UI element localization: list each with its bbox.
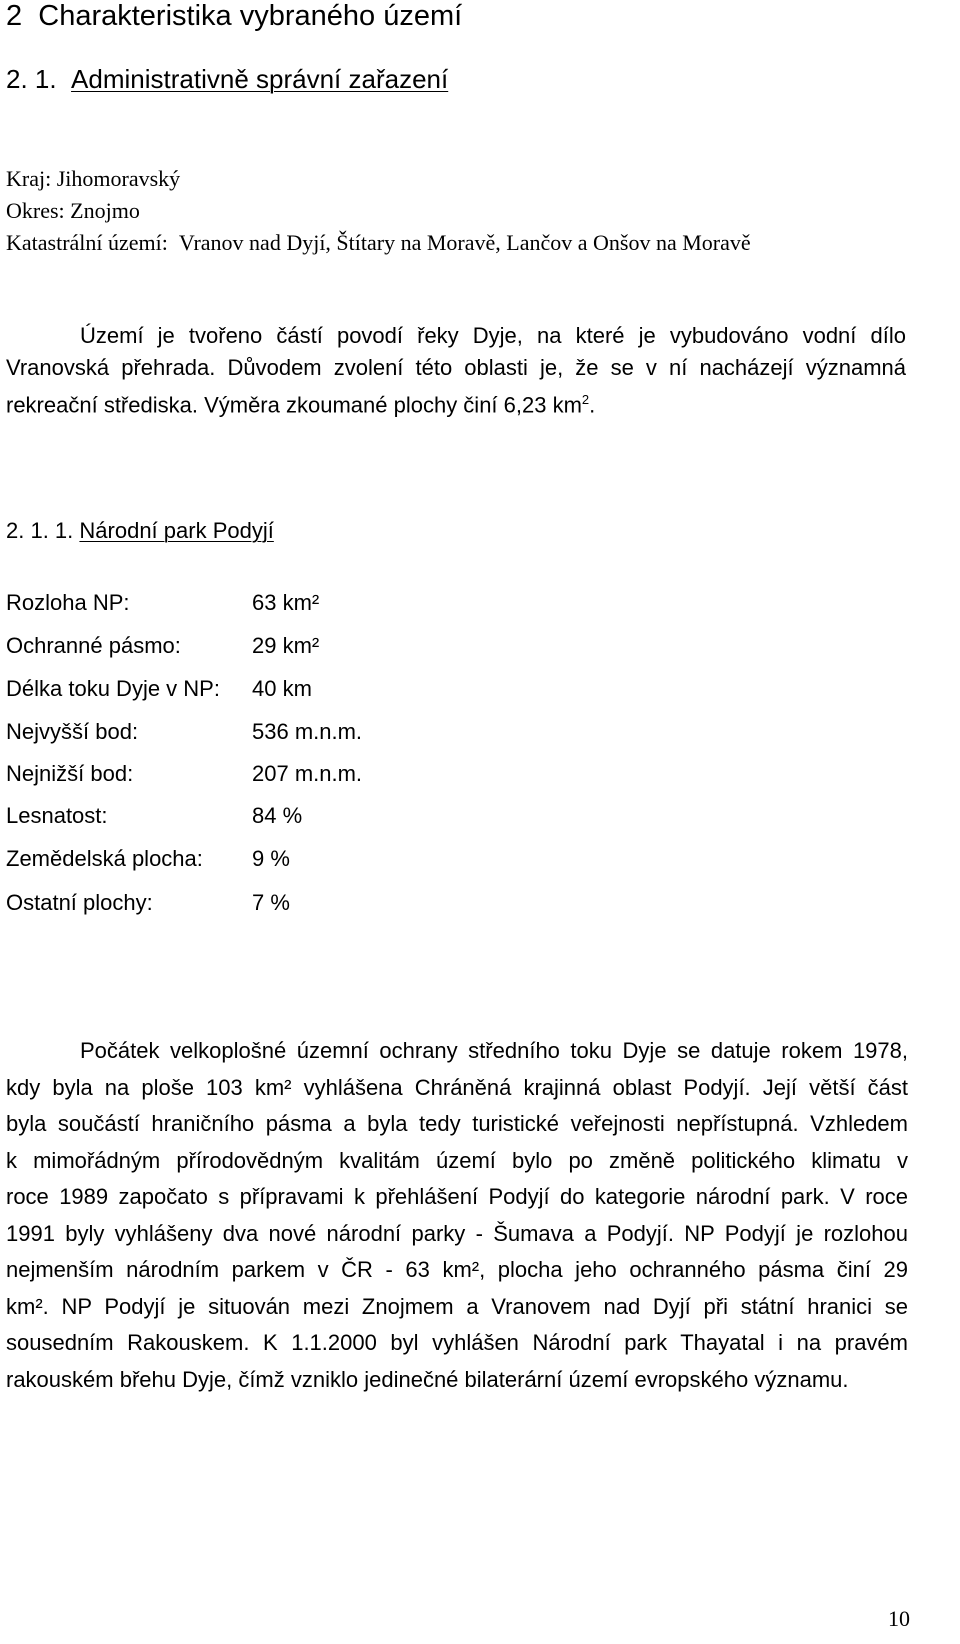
history-line: 1991 byly vyhlášeny dva nové národní parky - Šumava a Podyjí. NP Podyjí je rozlohou xyxy=(6,1220,908,1246)
okres-line: Okres: Znojmo xyxy=(6,198,140,223)
stat-value-ochranne: 29 km² xyxy=(252,633,320,658)
history-paragraph xyxy=(6,1033,908,1398)
kraj-line: Kraj: Jihomoravský xyxy=(6,166,181,191)
stat-label-rozloha: Rozloha NP: xyxy=(6,590,130,615)
chapter-heading xyxy=(6,0,462,33)
superscript-2: 2 xyxy=(581,392,590,407)
section-heading-2-1-1 xyxy=(6,518,274,544)
stat-value-rozloha: 63 km² xyxy=(252,590,320,615)
stat-value-nejnizsi: 207 m.n.m. xyxy=(252,761,363,786)
subsection-title: Národní park Podyjí xyxy=(79,518,274,543)
section-title: Administrativně správní zařazení xyxy=(71,64,449,94)
stat-label-ostatni: Ostatní plochy: xyxy=(6,890,153,915)
history-line: nejmenším národním parkem v ČR - 63 km², plocha jeho ochranného pásma činí 29 xyxy=(6,1257,908,1282)
intro-line-1: Území je tvořeno částí povodí řeky Dyje, na které je vybudováno vodní dílo xyxy=(80,323,906,348)
history-line: km². NP Podyjí je situován mezi Znojmem a Vranovem nad Dyjí při státní hranici se xyxy=(6,1293,908,1319)
stat-label-nejnizsi: Nejnižší bod: xyxy=(6,761,134,786)
chapter-title: Charakteristika vybraného území xyxy=(38,0,463,32)
stat-value-ostatni: 7 % xyxy=(252,890,290,915)
intro-line-2: Vranovská přehrada. Důvodem zvolení této oblasti je, že se v ní nacházejí významná xyxy=(6,355,906,380)
stat-value-nejvyssi: 536 m.n.m. xyxy=(252,719,363,744)
stat-label-delka: Délka toku Dyje v NP: xyxy=(6,676,220,701)
stat-value-lesnatost: 84 % xyxy=(252,803,303,828)
stat-label-ochranne: Ochranné pásmo: xyxy=(6,633,181,658)
chapter-number: 2 xyxy=(6,0,23,32)
history-line: kdy byla na ploše 103 km² vyhlášena Chráněná krajinná oblast Podyjí. Její větší část xyxy=(6,1074,908,1100)
katastralni-value: Vranov nad Dyjí, Štítary na Moravě, Lančov a Onšov na Moravě xyxy=(178,230,751,255)
stat-value-zemedelska: 9 % xyxy=(252,846,290,871)
intro-paragraph xyxy=(6,320,906,421)
stat-value-delka: 40 km xyxy=(252,676,312,701)
history-line: Počátek velkoplošné územní ochrany středního toku Dyje se datuje rokem 1978, xyxy=(80,1038,908,1063)
intro-line-3: rekreační střediska. Výměra zkoumané plochy činí 6,23 $km^2$. xyxy=(6,392,596,418)
katastralni-label: Katastrální území: xyxy=(6,230,168,255)
katastralni-line xyxy=(6,230,751,256)
stat-label-lesnatost: Lesnatost: xyxy=(6,803,108,828)
stat-label-zemedelska: Zemědelská plocha: xyxy=(6,846,203,871)
section-number: 2. 1. xyxy=(6,64,57,94)
page-number: 10 xyxy=(888,1606,910,1631)
history-line: byla součástí hraničního pásma a byla tedy turistické veřejnosti nepřístupná. Vzhledem xyxy=(6,1111,908,1136)
history-line: roce 1989 započato s přípravami k přehlášení Podyjí do kategorie národní park. V roce xyxy=(6,1184,908,1209)
history-line: k mimořádným přírodovědným kvalitám území bylo po změně politického klimatu v xyxy=(6,1147,908,1173)
subsection-number: 2. 1. 1. xyxy=(6,518,74,543)
stat-label-nejvyssi: Nejvyšší bod: xyxy=(6,719,139,744)
history-line-last: rakouském břehu Dyje, čímž vzniklo jedinečné bilaterární území evropského významu. xyxy=(6,1366,849,1392)
section-heading-2-1 xyxy=(6,64,448,95)
history-line: sousedním Rakouskem. K 1.1.2000 byl vyhlášen Národní park Thayatal i na pravém xyxy=(6,1330,908,1355)
